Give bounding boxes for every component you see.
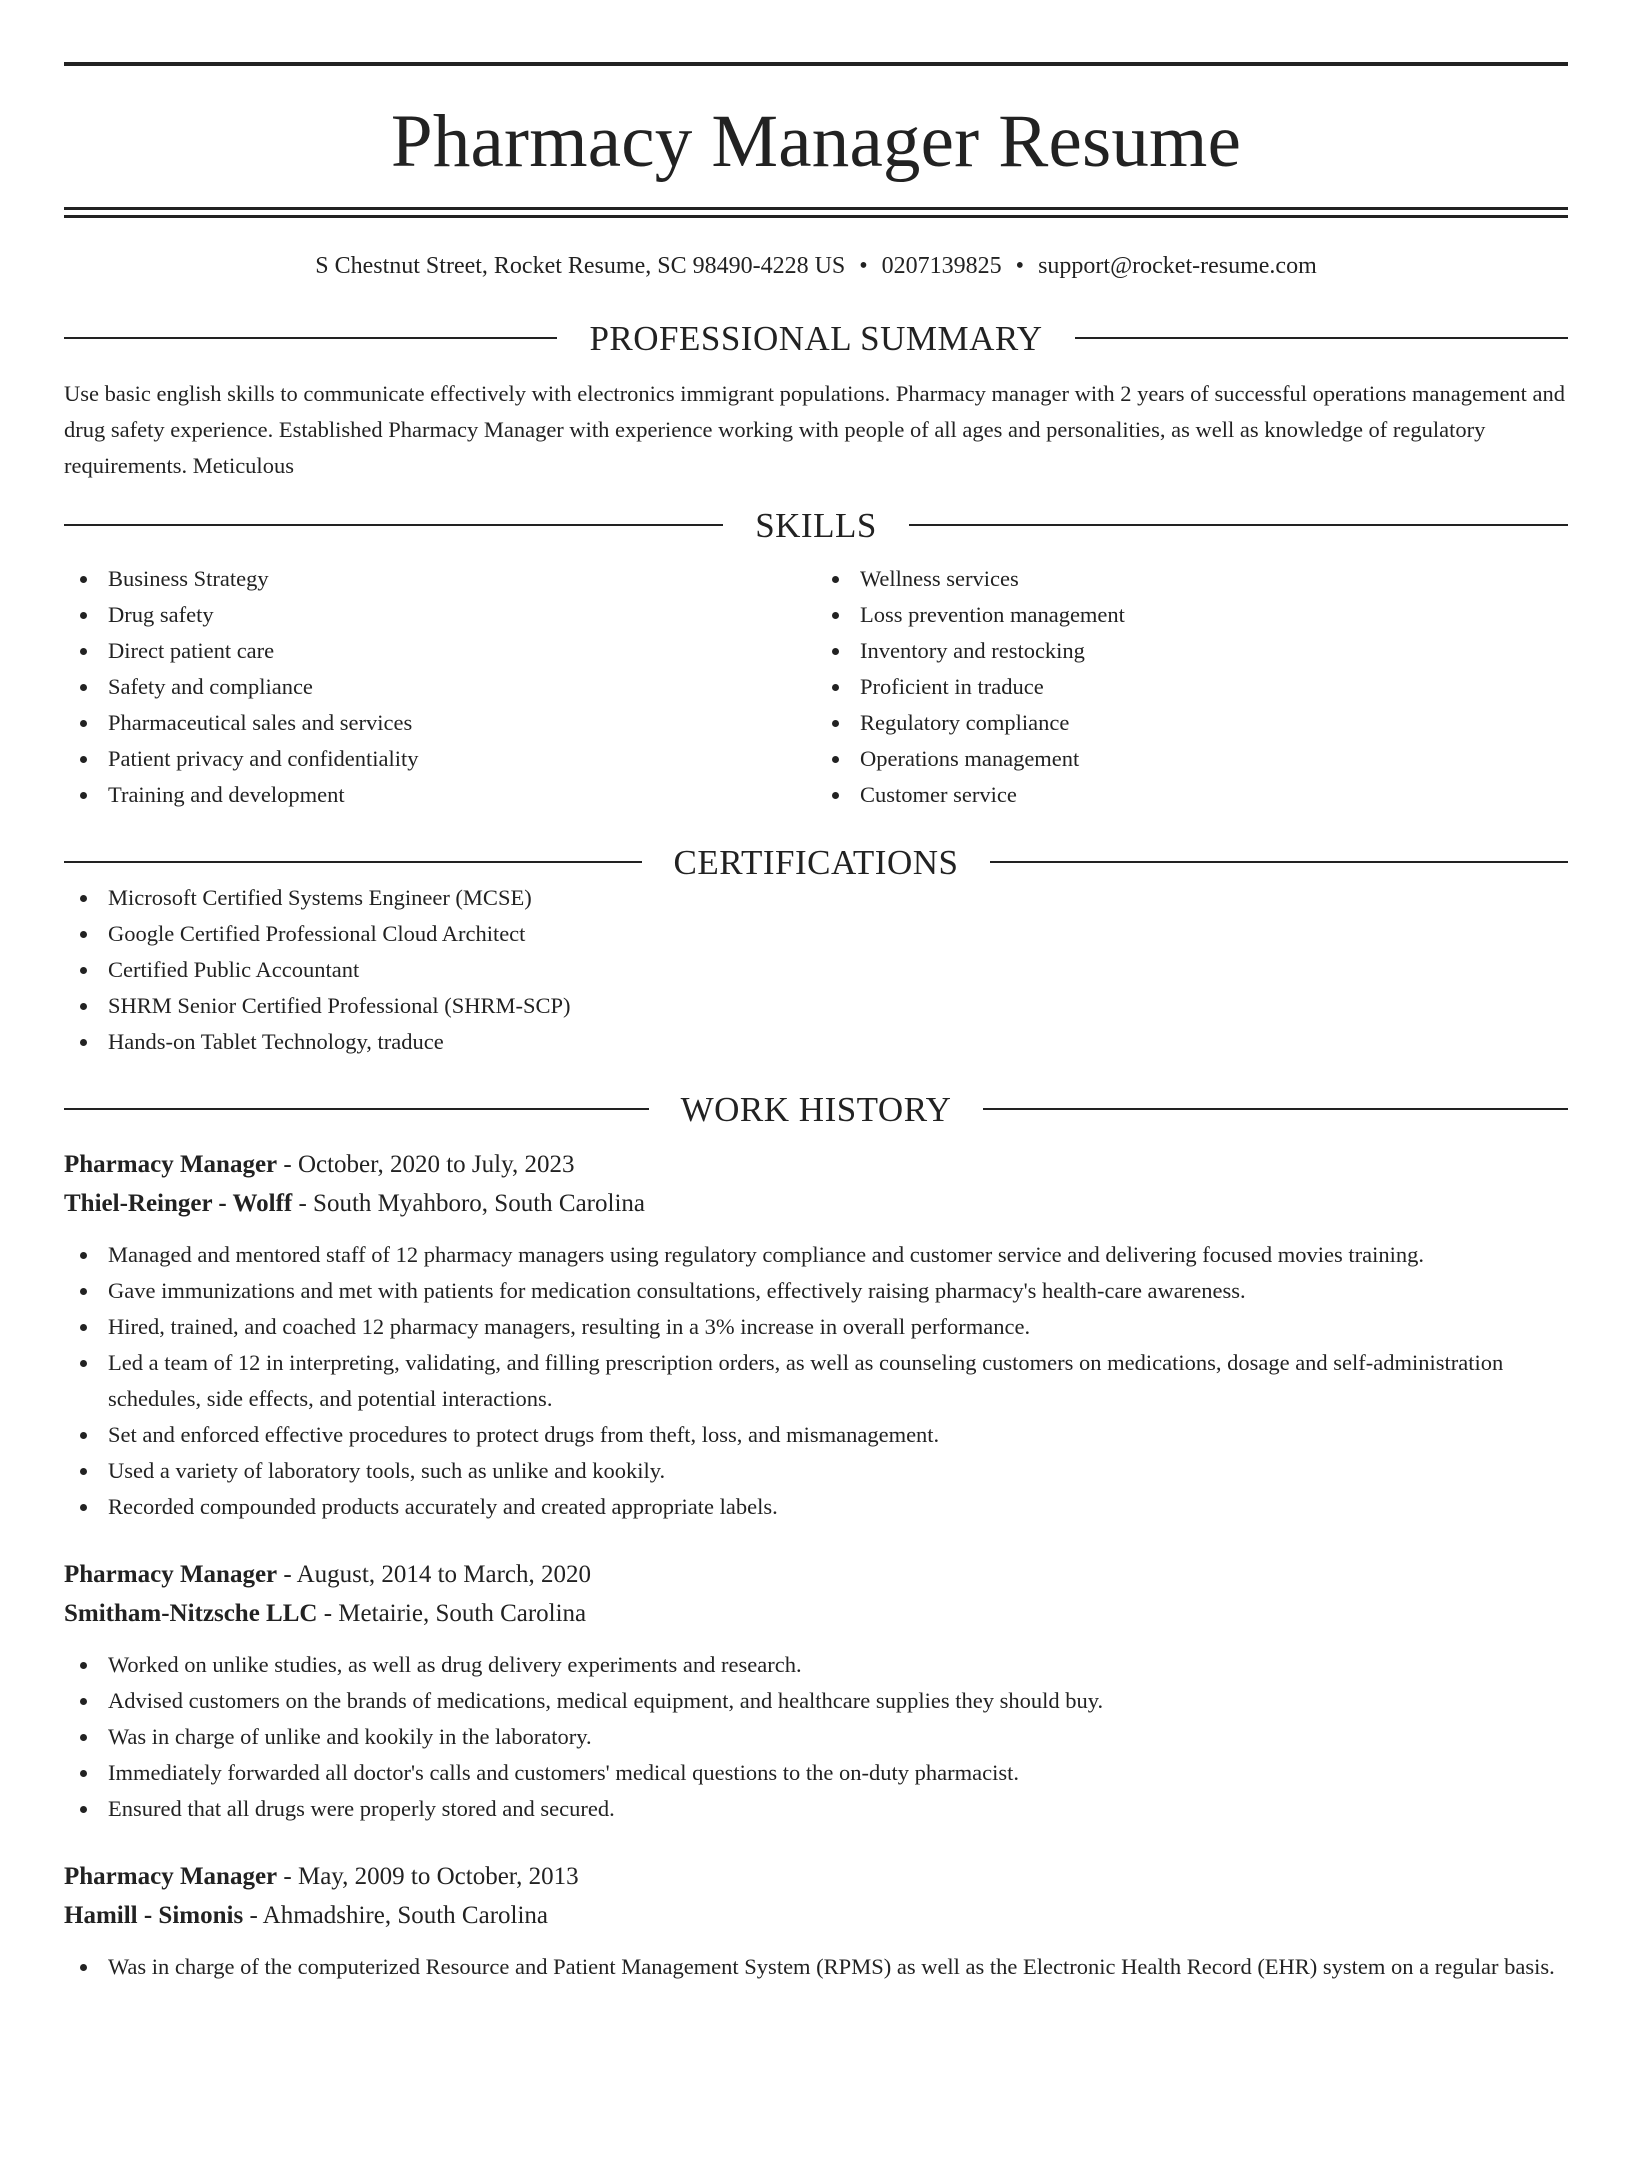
job-role: Pharmacy Manager — [64, 1560, 278, 1588]
job-bullet: Immediately forwarded all doctor's calls and customers' medical questions to the on-duty pharmacist. — [64, 1755, 1568, 1791]
skill-item: Drug safety — [64, 597, 816, 633]
resume-page — [0, 62, 1632, 2174]
resume-title: Pharmacy Manager Resume — [390, 100, 1242, 183]
job-bullet: Used a variety of laboratory tools, such as unlike and kookily. — [64, 1453, 1568, 1489]
job-entry — [64, 1857, 1568, 1985]
summary-section-title: PROFESSIONAL SUMMARY — [589, 318, 1043, 358]
job-bullet-list — [64, 1949, 1568, 1985]
certification-item: SHRM Senior Certified Professional (SHRM-SCP) — [64, 988, 1568, 1024]
skill-item: Training and development — [64, 777, 816, 813]
top-rule — [64, 62, 1568, 66]
skill-item: Inventory and restocking — [816, 633, 1568, 669]
job-company: Hamill - Simonis — [64, 1901, 244, 1929]
job-bullet: Managed and mentored staff of 12 pharmacy managers using regulatory compliance and customer service and delivering focused movies training. — [64, 1237, 1568, 1273]
skill-item: Customer service — [816, 777, 1568, 813]
summary-text: Use basic english skills to communicate effectively with electronics immigrant populations. Pharmacy manager with 2 years of successful operations management and drug safety experience. Established Pharmacy Manager with experience working with people of all ages and personalities, as well as knowledge of regulatory requirements. Meticulous — [64, 380, 1566, 478]
job-bullet: Led a team of 12 in interpreting, validating, and filling prescription orders, as well as counseling customers on medications, dosage and self-administration schedules, side effects, and potential interactions. — [64, 1345, 1568, 1417]
job-entry — [64, 1145, 1568, 1525]
summary-section-header — [64, 318, 1568, 358]
skill-item: Direct patient care — [64, 633, 816, 669]
skills-left-list — [64, 561, 816, 813]
skills-columns — [64, 561, 1568, 813]
section-rule — [983, 1108, 1568, 1110]
contact-email: support@rocket-resume.com — [1038, 253, 1317, 279]
job-bullet: Ensured that all drugs were properly stored and secured. — [64, 1791, 1568, 1827]
work-history-list — [64, 1145, 1568, 1985]
job-bullet: Was in charge of unlike and kookily in the laboratory. — [64, 1719, 1568, 1755]
section-rule — [909, 524, 1568, 526]
job-location: - South Myahboro, South Carolina — [292, 1189, 645, 1217]
job-bullet: Advised customers on the brands of medications, medical equipment, and healthcare supplies they should buy. — [64, 1683, 1568, 1719]
certification-item: Microsoft Certified Systems Engineer (MCSE) — [64, 880, 1568, 916]
job-bullet-list — [64, 1647, 1568, 1827]
job-title-line — [64, 1555, 1568, 1594]
skills-section-header — [64, 505, 1568, 545]
section-rule — [64, 524, 723, 526]
job-bullet: Worked on unlike studies, as well as drug delivery experiments and research. — [64, 1647, 1568, 1683]
job-company-line — [64, 1594, 1568, 1633]
certifications-section-header — [64, 842, 1568, 882]
job-entry — [64, 1555, 1568, 1827]
section-rule — [64, 337, 557, 339]
job-bullet: Recorded compounded products accurately and created appropriate labels. — [64, 1489, 1568, 1525]
contact-line — [64, 252, 1568, 281]
job-title-line — [64, 1857, 1568, 1896]
job-bullet-list — [64, 1237, 1568, 1525]
section-rule — [64, 1108, 649, 1110]
job-company-line — [64, 1896, 1568, 1935]
skill-item: Operations management — [816, 741, 1568, 777]
skill-item: Proficient in traduce — [816, 669, 1568, 705]
job-role: Pharmacy Manager — [64, 1862, 278, 1890]
job-company: Smitham-Nitzsche LLC — [64, 1599, 318, 1627]
certification-item: Google Certified Professional Cloud Architect — [64, 916, 1568, 952]
job-location: - Metairie, South Carolina — [317, 1599, 587, 1627]
job-dates: - May, 2009 to October, 2013 — [277, 1862, 579, 1890]
job-bullet: Set and enforced effective procedures to protect drugs from theft, loss, and mismanagement. — [64, 1417, 1568, 1453]
section-rule — [990, 861, 1568, 863]
job-bullet: Hired, trained, and coached 12 pharmacy managers, resulting in a 3% increase in overall performance. — [64, 1309, 1568, 1345]
skill-item: Loss prevention management — [816, 597, 1568, 633]
job-location: - Ahmadshire, South Carolina — [243, 1901, 549, 1929]
job-role: Pharmacy Manager — [64, 1150, 278, 1178]
job-title-line — [64, 1145, 1568, 1184]
certifications-list — [64, 880, 1568, 1060]
skill-item: Business Strategy — [64, 561, 816, 597]
contact-separator: • — [1015, 253, 1025, 279]
skill-item: Regulatory compliance — [816, 705, 1568, 741]
skill-item: Wellness services — [816, 561, 1568, 597]
certification-item: Certified Public Accountant — [64, 952, 1568, 988]
skills-section-title: SKILLS — [755, 505, 877, 545]
work-section-header — [64, 1089, 1568, 1129]
certification-item: Hands-on Tablet Technology, traduce — [64, 1024, 1568, 1060]
job-dates: - August, 2014 to March, 2020 — [277, 1560, 592, 1588]
skills-right-list — [816, 561, 1568, 813]
job-bullet: Was in charge of the computerized Resource and Patient Management System (RPMS) as well as the Electronic Health Record (EHR) system on a regular basis. — [64, 1949, 1568, 1985]
contact-separator: • — [859, 253, 868, 279]
skill-item: Pharmaceutical sales and services — [64, 705, 816, 741]
work-section-title: WORK HISTORY — [680, 1089, 952, 1129]
skill-item: Patient privacy and confidentiality — [64, 741, 816, 777]
job-dates: - October, 2020 to July, 2023 — [277, 1150, 575, 1178]
section-rule — [1075, 337, 1568, 339]
skill-item: Safety and compliance — [64, 669, 816, 705]
certifications-section-title: CERTIFICATIONS — [673, 842, 959, 882]
contact-address: S Chestnut Street, Rocket Resume, SC 98490-4228 US — [315, 253, 846, 279]
job-company-line — [64, 1184, 1568, 1223]
contact-phone: 0207139825 — [881, 253, 1002, 279]
section-rule — [64, 861, 642, 863]
job-bullet: Gave immunizations and met with patients for medication consultations, effectively raising pharmacy's health-care awareness. — [64, 1273, 1568, 1309]
title-double-rule — [64, 207, 1568, 218]
job-company: Thiel-Reinger - Wolff — [64, 1189, 293, 1217]
